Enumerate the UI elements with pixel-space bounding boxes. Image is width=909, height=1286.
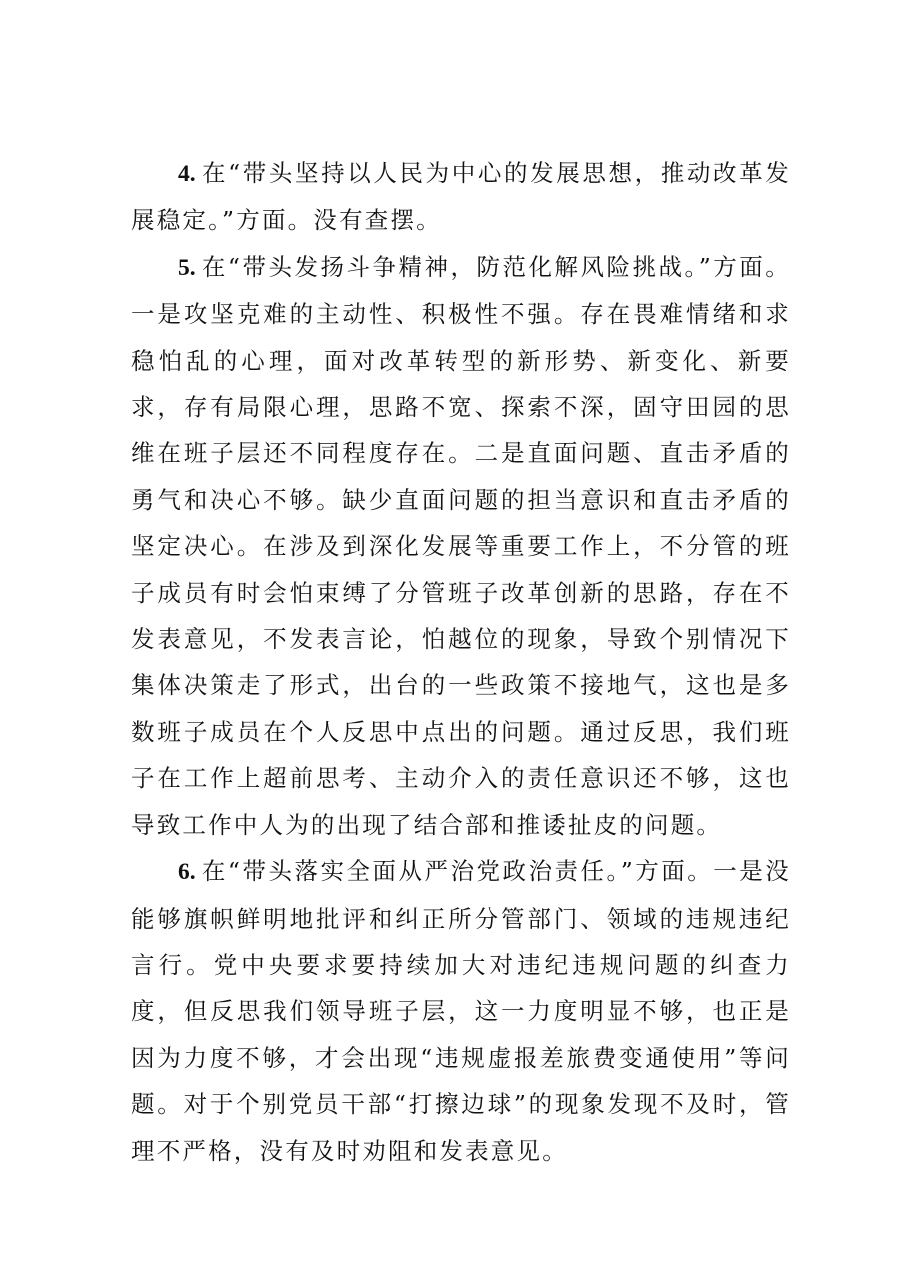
paragraph-number: 6. (178, 859, 196, 886)
paragraph-text: 在“带头落实全面从严治党政治责任。”方面。一是没能够旗帜鲜明地批评和纠正所分管部门、领域的违规违纪言行。党中央要求要持续加大对违纪违规问题的纠查力度，但反思我们领导班子层，这一力度明显不够，也正是因为力度不够，才会出现“违规虚报差旅费变通使用”等问题。对于个别党员干部“打擦边球”的现象发现不及时，管理不严格，没有及时劝阻和发表意见。 (131, 857, 791, 1165)
paragraph-6 (131, 848, 791, 1174)
paragraph-number: 4. (178, 161, 196, 187)
document-body (131, 150, 791, 1174)
paragraph-number: 5. (178, 254, 196, 281)
paragraph-text: 在“带头发扬斗争精神，防范化解风险挑战。”方面。一是攻坚克难的主动性、积极性不强。存在畏难情绪和求稳怕乱的心理，面对改革转型的新形势、新变化、新要求，存有局限心理，思路不宽、探索不深，固守田园的思维在班子层还不同程度存在。二是直面问题、直击矛盾的勇气和决心不够。缺少直面问题的担当意识和直击矛盾的坚定决心。在涉及到深化发展等重要工作上，不分管的班子成员有时会怕束缚了分管班子改革创新的思路，存在不发表意见，不发表言论，怕越位的现象，导致个别情况下集体决策走了形式，出台的一些政策不接地气，这也是多数班子成员在个人反思中点出的问题。通过反思，我们班子在工作上超前思考、主动介入的责任意识还不够，这也导致工作中人为的出现了结合部和推诿扯皮的问题。 (131, 252, 791, 839)
paragraph-4 (131, 150, 791, 244)
paragraph-5 (131, 244, 791, 848)
paragraph-text: 在“带头坚持以人民为中心的发展思想，推动改革发展稳定。”方面。没有查摆。 (131, 159, 791, 235)
